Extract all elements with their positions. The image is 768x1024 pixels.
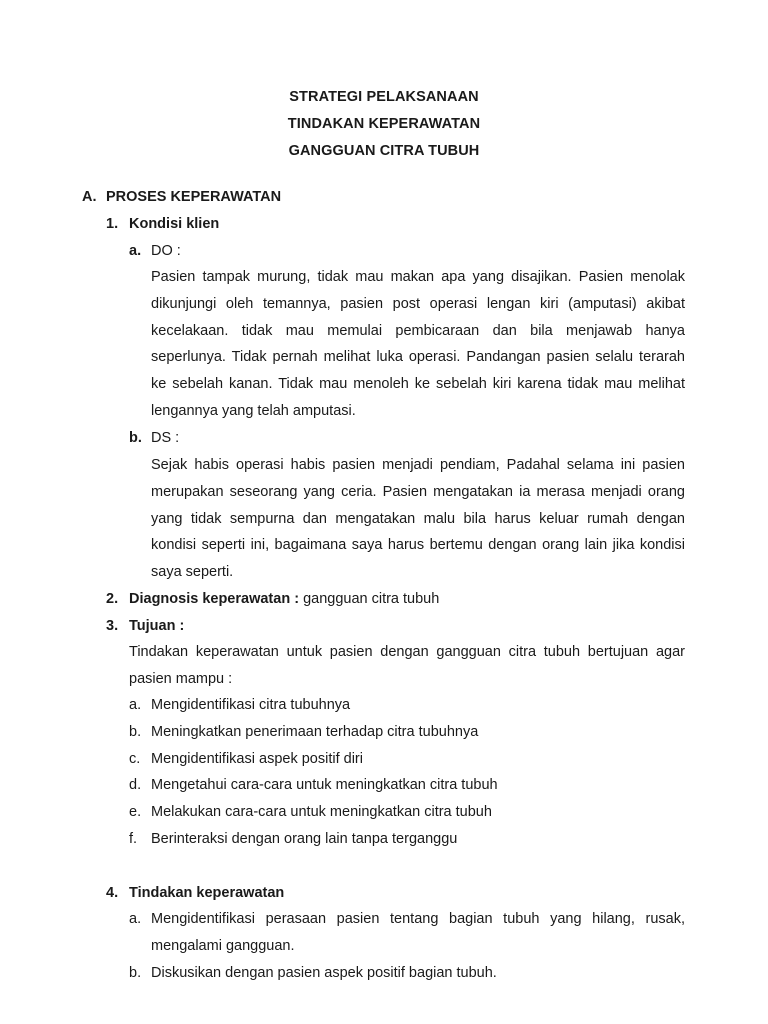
actions-list bbox=[129, 906, 685, 986]
item2-value: gangguan citra tubuh bbox=[303, 591, 440, 607]
action-text: Diskusikan dengan pasien aspek positif bagian tubuh. bbox=[151, 964, 497, 981]
goal-item bbox=[129, 746, 685, 773]
item3-marker: 3. bbox=[106, 618, 119, 634]
goal-text: Meningkatkan penerimaan terhadap citra tubuhnya bbox=[151, 723, 479, 740]
goal-text: Mengetahui cara-cara untuk meningkatkan citra tubuh bbox=[151, 777, 498, 794]
title-line-3: GANGGUAN CITRA TUBUH bbox=[288, 143, 480, 159]
goal-marker: b. bbox=[129, 723, 142, 740]
item3-heading: Tujuan : bbox=[129, 618, 185, 634]
goal-text: Melakukan cara-cara untuk meningkatkan citra tubuh bbox=[151, 804, 492, 821]
do-paragraph: Pasien tampak murung, tidak mau makan apa yang disajikan. Pasien menolak dikunjungi oleh temannya, pasien post operasi lengan kiri (amputasi) akibat kecelakaan. tidak mau memulai pembicaraan dan bila menjawab hanya seperlunya. Tidak pernah melihat luka operasi. Pandangan pasien selalu terarah ke sebelah kanan. Tidak mau menoleh ke sebelah kiri karena tidak mau melihat lengannya yang telah amputasi. bbox=[151, 269, 685, 419]
item1-heading: Kondisi klien bbox=[129, 216, 220, 232]
action-marker: a. bbox=[129, 911, 142, 927]
goal-marker: f. bbox=[129, 830, 138, 847]
item2-row bbox=[129, 589, 439, 609]
ds-label: DS : bbox=[151, 430, 180, 446]
section-a-heading: PROSES KEPERAWATAN bbox=[106, 189, 282, 205]
goal-marker: c. bbox=[129, 750, 141, 767]
goals-list bbox=[129, 692, 685, 853]
item2-heading: Diagnosis keperawatan : bbox=[129, 591, 300, 607]
goal-marker: a. bbox=[129, 697, 142, 713]
action-text: Mengidentifikasi perasaan pasien tentang bagian tubuh yang hilang, rusak, mengalami gangguan. bbox=[151, 911, 685, 954]
section-a-marker: A. bbox=[82, 189, 97, 205]
do-marker: a. bbox=[129, 243, 142, 259]
goal-item bbox=[129, 692, 685, 719]
action-item bbox=[129, 906, 685, 960]
ds-paragraph: Sejak habis operasi habis pasien menjadi pendiam, Padahal selama ini pasien merupakan seseorang yang ceria. Pasien mengatakan ia merasa menjadi orang yang tidak sempurna dan mengatakan malu bila harus keluar rumah dengan kondisi seperti ini, bagaimana saya harus bertemu dengan orang lain jika kondisi saya seperti. bbox=[151, 457, 685, 581]
do-label: DO : bbox=[151, 243, 181, 259]
goal-text: Mengidentifikasi aspek positif diri bbox=[151, 750, 363, 767]
action-marker: b. bbox=[129, 964, 142, 981]
goal-item bbox=[129, 826, 685, 853]
title-line-2: TINDAKAN KEPERAWATAN bbox=[287, 116, 481, 132]
goal-text: Mengidentifikasi citra tubuhnya bbox=[151, 697, 351, 713]
goal-item bbox=[129, 719, 685, 746]
item4-heading: Tindakan keperawatan bbox=[129, 885, 285, 901]
item4-marker: 4. bbox=[106, 885, 119, 901]
goal-marker: e. bbox=[129, 804, 142, 821]
goal-marker: d. bbox=[129, 777, 142, 794]
goal-item bbox=[129, 772, 685, 799]
title-line-1: STRATEGI PELAKSANAAN bbox=[289, 89, 479, 105]
document-title bbox=[0, 86, 768, 167]
item3-intro: Tindakan keperawatan untuk pasien dengan gangguan citra tubuh bertujuan agar pasien mampu : bbox=[129, 644, 685, 687]
item1-marker: 1. bbox=[106, 216, 119, 232]
item2-marker: 2. bbox=[106, 591, 119, 607]
ds-marker: b. bbox=[129, 430, 142, 446]
goal-item bbox=[129, 799, 685, 826]
goal-text: Berinteraksi dengan orang lain tanpa terganggu bbox=[151, 830, 458, 847]
action-item bbox=[129, 960, 685, 987]
